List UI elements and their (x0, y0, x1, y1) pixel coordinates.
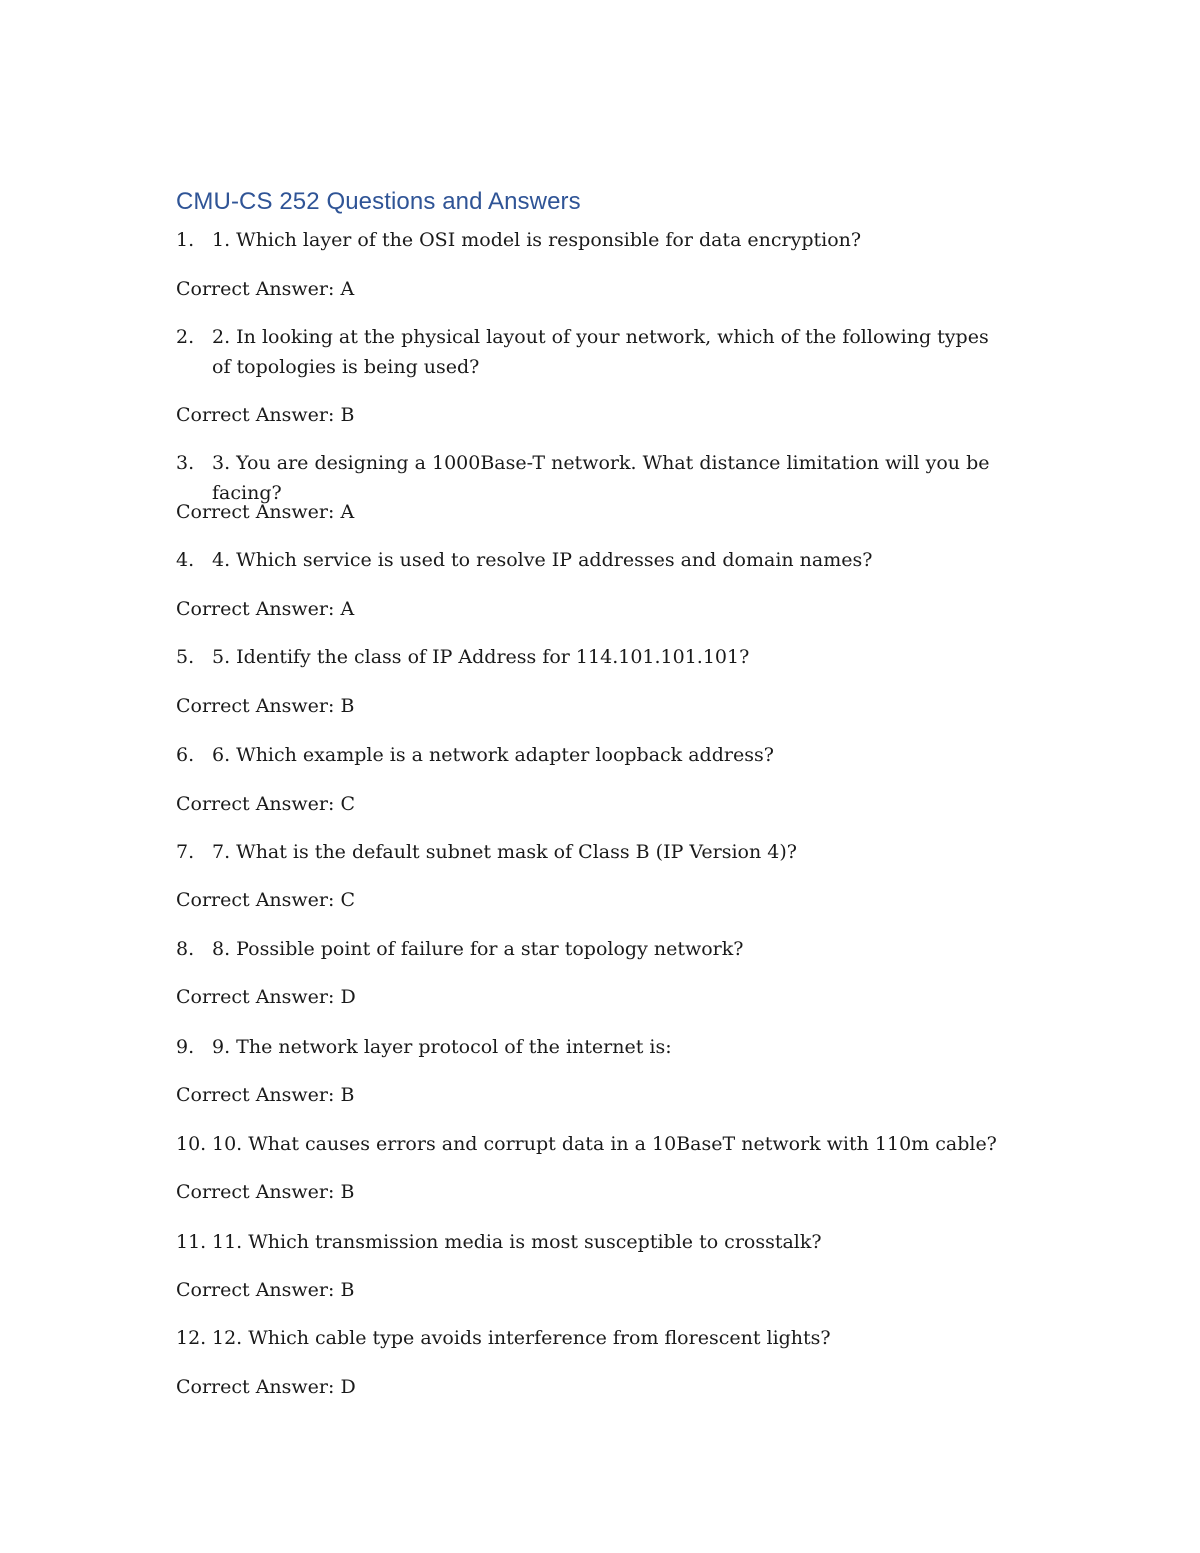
question-text: 5. Identify the class of IP Address for 114.101.101.101? (212, 646, 750, 668)
question-list (176, 0, 1036, 1553)
question-text: 11. Which transmission media is most susceptible to crosstalk? (212, 1231, 822, 1253)
correct-answer: Correct Answer: C (176, 793, 355, 815)
question-number: 11. (176, 1231, 207, 1253)
document-title: CMU-CS 252 Questions and Answers (176, 188, 581, 215)
question-text: 6. Which example is a network adapter loopback address? (212, 744, 774, 766)
question-text: 10. What causes errors and corrupt data in a 10BaseT network with 110m cable? (212, 1133, 997, 1155)
question-number: 7. (176, 841, 195, 863)
question-number: 10. (176, 1133, 207, 1155)
correct-answer: Correct Answer: D (176, 1376, 356, 1398)
question-number: 12. (176, 1327, 207, 1349)
question-item (176, 225, 1036, 255)
correct-answer: Correct Answer: B (176, 404, 355, 426)
question-text: 2. In looking at the physical layout of your network, which of the following types of topologies is being used? (212, 326, 989, 378)
question-item (176, 1323, 1036, 1353)
question-item (176, 1129, 1036, 1159)
question-text: 7. What is the default subnet mask of Class B (IP Version 4)? (212, 841, 797, 863)
question-item (176, 642, 1036, 672)
question-text: 9. The network layer protocol of the internet is: (212, 1036, 672, 1058)
correct-answer: Correct Answer: B (176, 695, 355, 717)
correct-answer: Correct Answer: A (176, 598, 355, 620)
question-text: 8. Possible point of failure for a star topology network? (212, 938, 744, 960)
question-item (176, 1227, 1036, 1257)
question-number: 8. (176, 938, 195, 960)
question-text: 3. You are designing a 1000Base-T network. What distance limitation will you be facing? (212, 452, 990, 504)
question-text: 1. Which layer of the OSI model is responsible for data encryption? (212, 229, 862, 251)
question-number: 1. (176, 229, 195, 251)
question-number: 4. (176, 549, 195, 571)
question-number: 2. (176, 326, 195, 348)
question-item (176, 545, 1036, 575)
correct-answer: Correct Answer: C (176, 889, 355, 911)
question-text: 4. Which service is used to resolve IP addresses and domain names? (212, 549, 873, 571)
correct-answer: Correct Answer: D (176, 986, 356, 1008)
question-item (176, 740, 1036, 770)
question-number: 3. (176, 452, 195, 474)
question-number: 9. (176, 1036, 195, 1058)
correct-answer: Correct Answer: B (176, 1181, 355, 1203)
correct-answer: Correct Answer: A (176, 501, 355, 523)
question-number: 5. (176, 646, 195, 668)
question-text: 12. Which cable type avoids interference from florescent lights? (212, 1327, 831, 1349)
question-number: 6. (176, 744, 195, 766)
correct-answer: Correct Answer: B (176, 1084, 355, 1106)
question-item (176, 1032, 1036, 1062)
correct-answer: Correct Answer: B (176, 1279, 355, 1301)
question-item (176, 934, 1036, 964)
question-item (176, 322, 1036, 382)
question-item (176, 837, 1036, 867)
correct-answer: Correct Answer: A (176, 278, 355, 300)
